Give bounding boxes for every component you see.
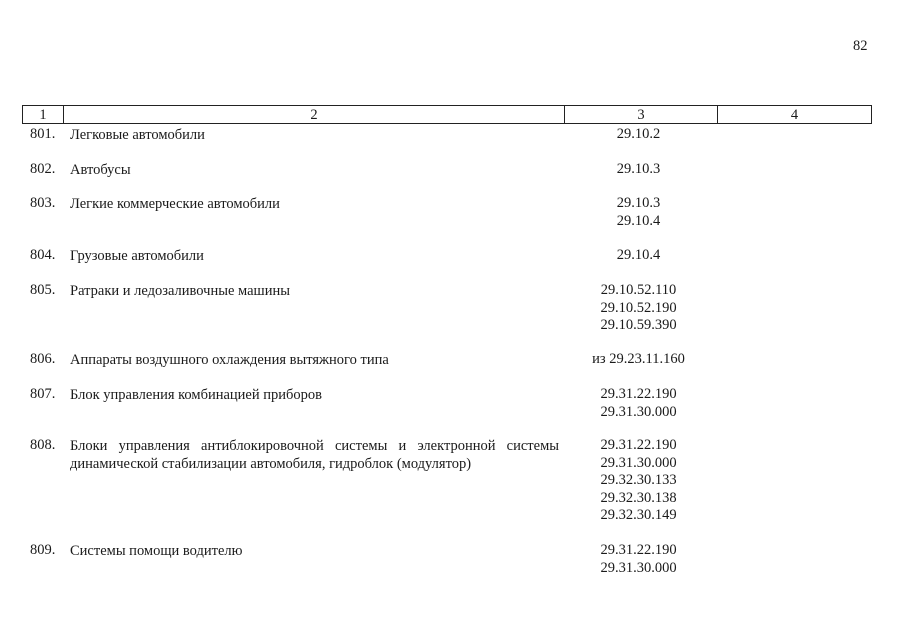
okpd-code: 29.10.4 [616, 247, 661, 263]
row-codes [565, 161, 712, 179]
column-header-2: 2 [63, 105, 565, 124]
okpd-code: 29.10.2 [616, 126, 661, 142]
row-name: Аппараты воздушного охлаждения вытяжного типа [70, 352, 389, 368]
row-number: 808. [30, 437, 56, 453]
okpd-code: 29.31.30.000 [600, 559, 677, 576]
row-number: 804. [30, 247, 56, 263]
column-header-1: 1 [22, 105, 64, 124]
row-codes [565, 437, 712, 525]
okpd-code: 29.31.22.190 [600, 542, 677, 558]
okpd-code: 29.32.30.133 [600, 472, 677, 488]
row-name: Системы помощи водителю [70, 543, 243, 559]
row-codes [565, 195, 712, 230]
row-number: 806. [30, 351, 56, 367]
row-number: 805. [30, 282, 56, 298]
okpd-code: 29.10.52.110 [600, 282, 677, 298]
row-name: Легковые автомобили [70, 127, 205, 143]
okpd-code: 29.31.30.000 [600, 403, 677, 420]
okpd-code: 29.10.3 [616, 161, 661, 177]
okpd-code: 29.10.59.390 [600, 317, 677, 333]
row-name: Легкие коммерческие автомобили [70, 196, 280, 212]
okpd-code: 29.10.52.190 [600, 299, 677, 316]
okpd-code: 29.10.3 [616, 195, 661, 211]
row-name: Грузовые автомобили [70, 248, 204, 264]
row-number: 801. [30, 126, 56, 142]
row-name: Автобусы [70, 162, 131, 178]
row-number: 807. [30, 386, 56, 402]
page-number: 82 [853, 38, 868, 54]
row-number: 802. [30, 161, 56, 177]
okpd-code: 29.31.22.190 [600, 386, 677, 402]
row-codes [565, 126, 712, 144]
row-number: 803. [30, 195, 56, 211]
okpd-code: 29.32.30.149 [600, 507, 677, 523]
okpd-code: 29.31.30.000 [600, 454, 677, 471]
column-header-3: 3 [564, 105, 718, 124]
row-name: Блок управления комбинацией приборов [70, 387, 323, 403]
okpd-code: 29.10.4 [616, 212, 661, 229]
column-header-4: 4 [717, 105, 872, 124]
row-codes [565, 351, 712, 369]
row-codes [565, 542, 712, 577]
row-codes [565, 386, 712, 421]
okpd-code: 29.32.30.138 [600, 489, 677, 506]
okpd-code: 29.31.22.190 [600, 437, 677, 453]
row-codes [565, 282, 712, 335]
okpd-code: из 29.23.11.160 [592, 351, 685, 367]
row-name: Ратраки и ледозаливочные машины [70, 283, 290, 299]
row-name: Блоки управления антиблокировочной системы и электронной системы динамической стабилизации автомобиля, гидроблок (модулятор) [70, 438, 559, 472]
row-codes [565, 247, 712, 265]
row-number: 809. [30, 542, 56, 558]
